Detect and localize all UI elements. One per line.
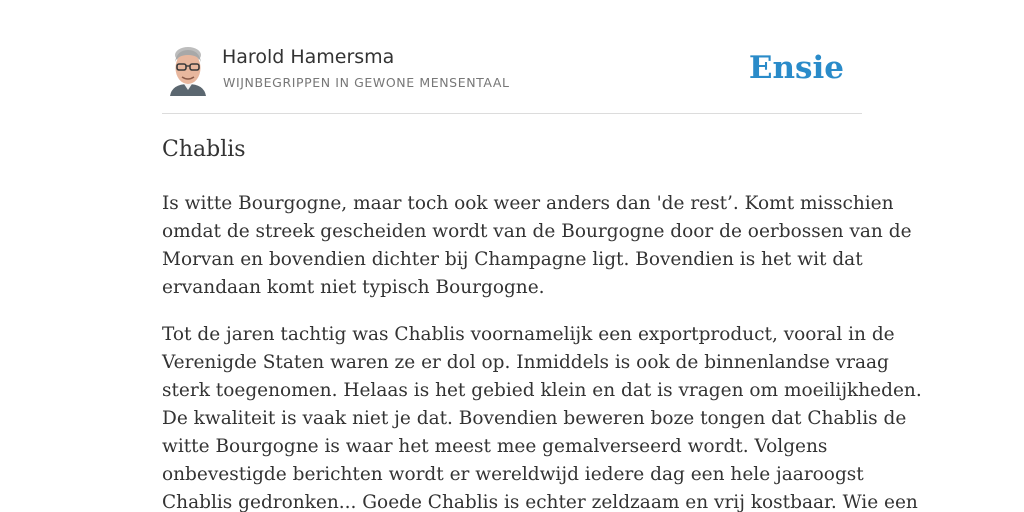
- paragraph-line: onbevestigde berichten wordt er wereldwijd iedere dag een hele jaaroogst: [162, 464, 864, 485]
- author-name[interactable]: Harold Hamersma: [222, 46, 395, 68]
- brand-logo[interactable]: Ensie: [748, 50, 844, 86]
- article-title: Chablis: [162, 137, 246, 162]
- article-paragraph: [162, 321, 922, 512]
- paragraph-line: omdat de streek gescheiden wordt van de Bourgogne door de oerbossen van de: [162, 221, 912, 242]
- author-tagline: WIJNBEGRIPPEN IN GEWONE MENSENTAAL: [223, 75, 510, 90]
- paragraph-line: witte Bourgogne is waar het meest mee gemalverseerd wordt. Volgens: [162, 436, 828, 457]
- paragraph-line: Is witte Bourgogne, maar toch ook weer anders dan 'de rest’. Komt misschien: [162, 193, 894, 214]
- site-header: [162, 0, 862, 114]
- paragraph-line: Morvan en bovendien dichter bij Champagne ligt. Bovendien is het wit dat: [162, 249, 863, 270]
- paragraph-line: Chablis gedronken... Goede Chablis is echter zeldzaam en vrij kostbaar. Wie een: [162, 492, 918, 512]
- paragraph-line: Verenigde Staten waren ze er dol op. Inmiddels is ook de binnenlandse vraag: [162, 352, 889, 373]
- article-paragraph: [162, 190, 912, 302]
- article-body: [162, 190, 922, 512]
- paragraph-line: ervandaan komt niet typisch Bourgogne.: [162, 277, 545, 298]
- author-avatar[interactable]: [168, 46, 208, 96]
- paragraph-line: sterk toegenomen. Helaas is het gebied klein en dat is vragen om moeilijkheden.: [162, 380, 922, 401]
- paragraph-line: De kwaliteit is vaak niet je dat. Bovendien beweren boze tongen dat Chablis de: [162, 408, 907, 429]
- paragraph-line: Tot de jaren tachtig was Chablis voornamelijk een exportproduct, vooral in de: [162, 324, 895, 345]
